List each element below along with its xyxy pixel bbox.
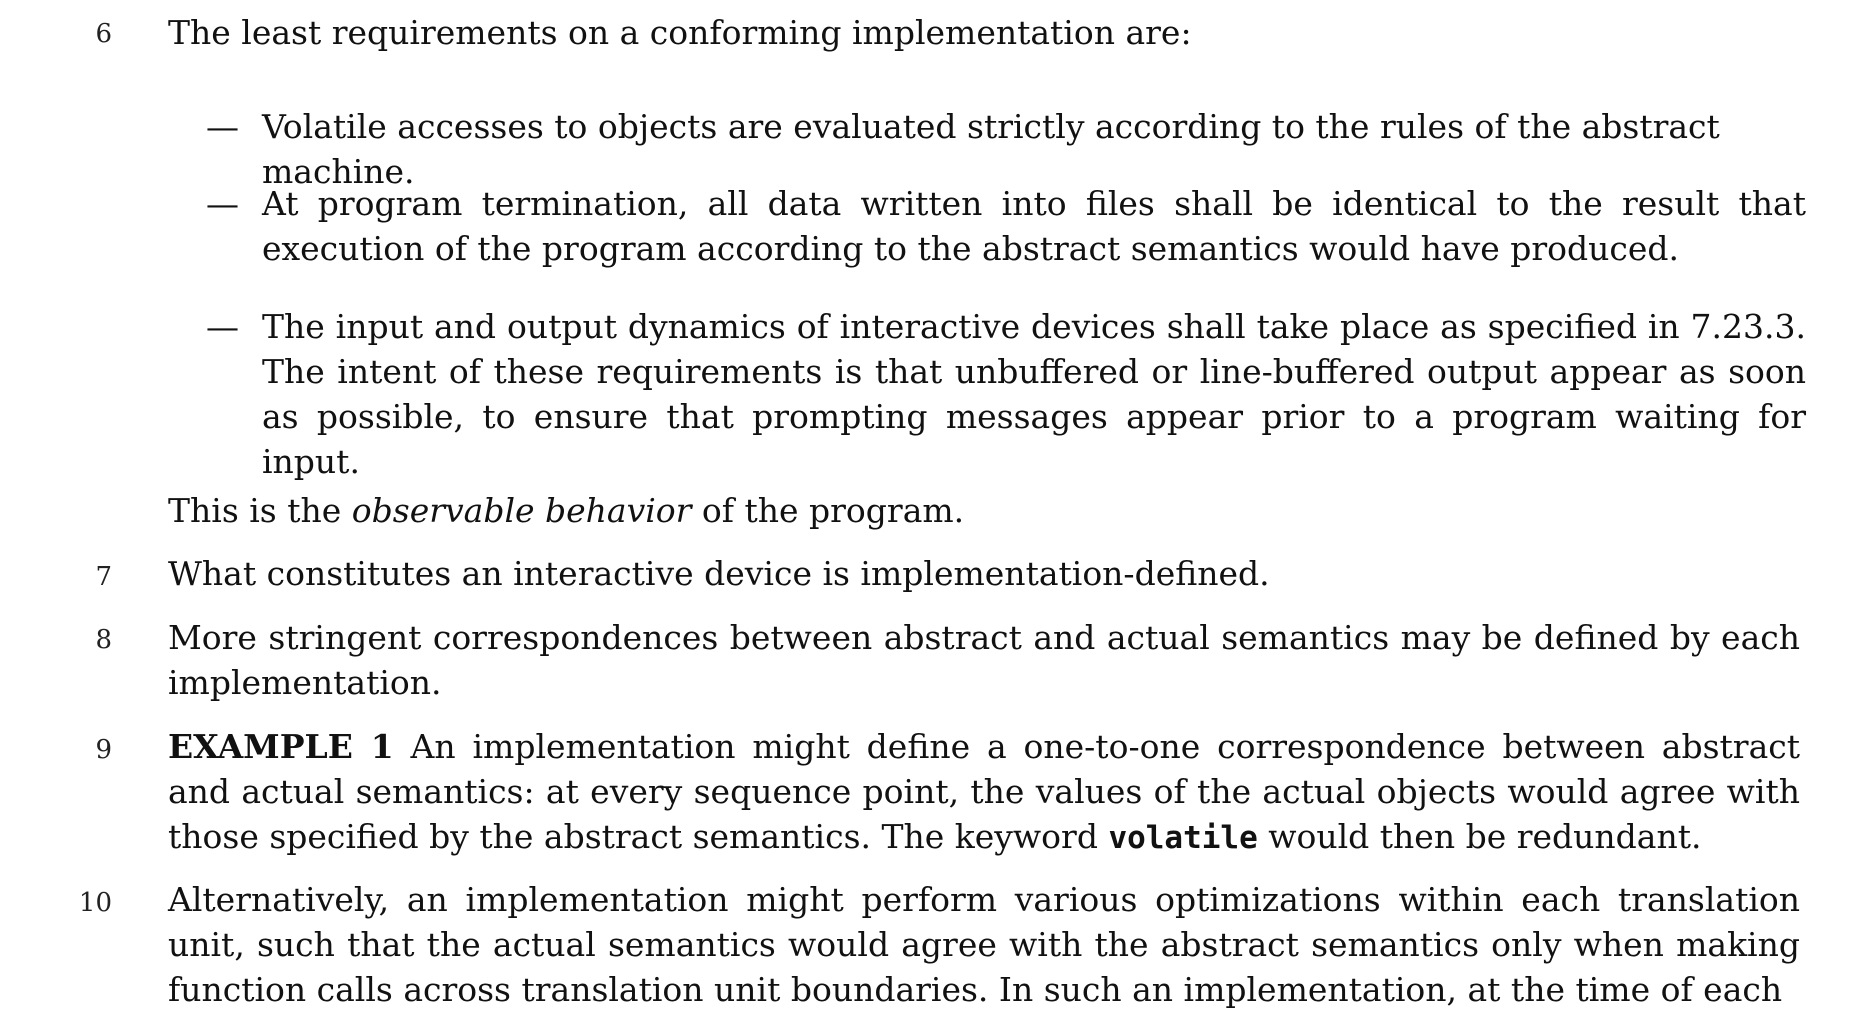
defined-term: observable behavior [351, 491, 692, 530]
paragraph-7: What constitutes an interactive device is implementation-defined. [168, 554, 1270, 593]
closing-text-after: of the program. [691, 491, 965, 530]
list-dash: — [206, 184, 239, 223]
list-item-text: The input and output dynamics of interactive devices shall take place as specified in 7.23.3. The intent of these requirements is that unbuffered or line-buffered output appear as soon as possible, to ensure that prompting messages appear prior to a program waiting for input. [262, 307, 1806, 481]
example-text-before: An implementation might define a one-to-one correspondence between abstract and actual semantics: at every sequence point, the values of the actual objects would agree with those specified by the abstract semantics. The keyword [168, 727, 1800, 856]
list-dash: — [206, 107, 239, 146]
list-item-text: At program termination, all data written into files shall be identical to the result that execution of the program according to the abstract semantics would have produced. [262, 184, 1806, 268]
paragraph-10: Alternatively, an implementation might perform various optimizations within each translation unit, such that the actual semantics would agree with the abstract semantics only when making function calls across translation unit boundaries. In such an implementation, at the time of each [168, 880, 1800, 1009]
closing-text-before: This is the [168, 491, 352, 530]
list-item [206, 304, 1806, 484]
paragraph-number-9: 9 [95, 735, 112, 765]
paragraph-6-closing [168, 488, 1800, 533]
paragraph-number-8: 8 [95, 625, 112, 655]
paragraph-8: More stringent correspondences between abstract and actual semantics may be defined by each implementation. [168, 618, 1800, 702]
example-text-after: would then be redundant. [1257, 817, 1702, 856]
paragraph-number-10: 10 [78, 888, 112, 918]
example-label: EXAMPLE 1 [168, 727, 394, 766]
list-item-text: Volatile accesses to objects are evaluated strictly according to the rules of the abstract machine. [262, 107, 1720, 191]
paragraph-9-example [168, 724, 1800, 861]
list-item [206, 181, 1806, 271]
paragraph-number-6: 6 [95, 19, 112, 49]
keyword-volatile: volatile [1108, 820, 1258, 856]
list-dash: — [206, 307, 239, 346]
paragraph-number-7: 7 [95, 562, 112, 592]
paragraph-6-intro: The least requirements on a conforming implementation are: [168, 13, 1192, 52]
